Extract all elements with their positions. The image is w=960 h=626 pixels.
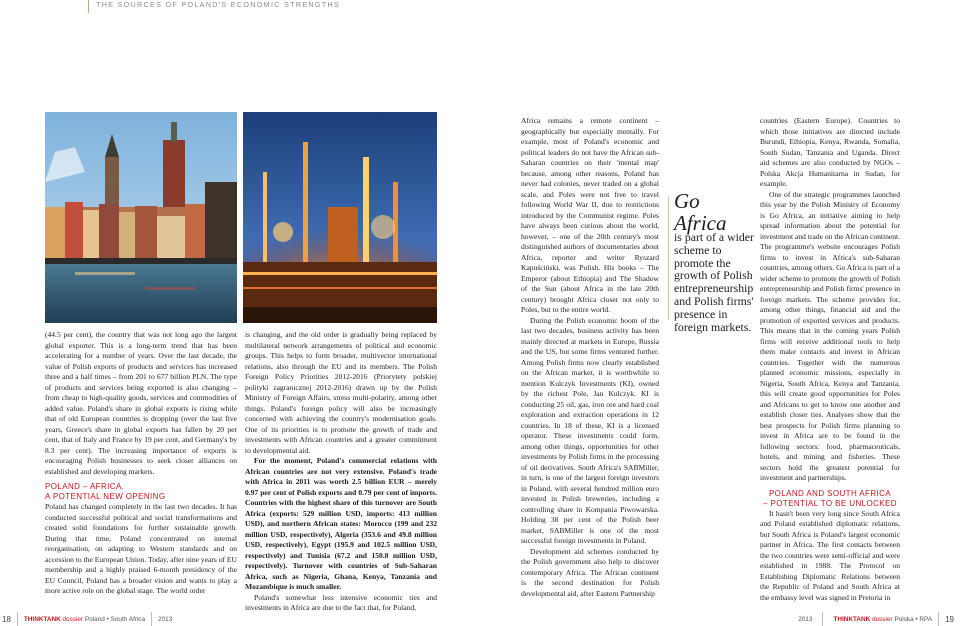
header-rule bbox=[88, 0, 89, 13]
page-number: 18 bbox=[2, 614, 11, 624]
footer-divider bbox=[938, 612, 939, 626]
title-line: Africa bbox=[674, 211, 727, 235]
title-line: Go bbox=[674, 189, 700, 213]
text-column-3 bbox=[521, 116, 659, 599]
footer-divider bbox=[151, 612, 152, 626]
brand-name: THINKTANK bbox=[23, 615, 61, 623]
bold-lead: For the moment, Poland's commercial relations with African countries are not very extensive. Poland's trade with Africa in 2011 was worth 2.5 billion EUR – merely 0.97 per cent of Polish exports and 0.79 per cent of imports. Countries with the highest share of this turnover are South Africa (exports: 529 million USD, imports: 413 million USD), and northern African states: Morocco (199 and 232 million USD, respectively), Algeria (353.6 and 49.8 million USD, respectively), Egypt (195.9 and 102.5 million USD, respectively) and Tunisia (67.2 and 150.8 million USD, respectively). Turnover with countries of Sub-Saharan Africa, such as Nigeria, Ghana, Kenya, Tanzania and Mozambique is much smaller. bbox=[245, 456, 437, 591]
brand-name: THINKTANK bbox=[833, 615, 871, 623]
page-number: 19 bbox=[945, 614, 954, 624]
paragraph: Poland has changed completely in the last two decades. It has conducted successful political and social transformations and created solid foundations for further sustainable growth. During that time, Poland concentrated on internal reorganisation, on adapting to Western standards and on accession to the European Union. Today, after nine years of EU membership and a highly praised 6-month presidency of the EU Council, Poland has a broader vision and wants to play a more active role on the global stage. The world order bbox=[45, 502, 237, 595]
paragraph: countries (Eastern Europe). Countries to which those initiatives are directed include Burundi, Ethiopia, Kenya, Rwanda, Somalia, South Sudan, Tanzania and Uganda. Direct aid schemes are also conducted by NGOs – Polska Akcja Humanitarna in Sudan, for example. bbox=[760, 116, 900, 188]
brand-dossier: dossier bbox=[872, 615, 893, 623]
footer-divider bbox=[822, 612, 823, 626]
gdansk-photo bbox=[45, 112, 237, 323]
footer-year: 2013 bbox=[158, 615, 173, 623]
sidebar-title bbox=[674, 190, 727, 234]
section-heading bbox=[760, 489, 900, 509]
paragraph: One of the strategic programmes launched this year by the Polish Ministry of Economy is Go Africa, an initiative aiming to help spread information about the potential for investment and trade on the African continent. The programme's website encourages Polish firms to invest in Africa's sub-Saharan countries, among others. Go Africa is part of a wider scheme to promote the growth of Polish entrepreneurship and Polish firms' presence in foreign markets. The scheme provides for, among other things, financial aid and the promotion of exported services and products. This means that in the coming years Polish firms will receive additional tools to help them make contacts and invest in African countries. Together with the numerous planned economic missions, especially in Nigeria, South Africa, Kenya and Tanzania, this will create good opportunities for Poles and Africans to get to know one another and establish closer ties. Analyses show that the best prospects for Polish firms planning to invest in Africa are to be found in the following sectors: food, pharmaceuticals, hotels, and mining and fisheries. These sectors hold the greatest potential for investment and partnerships. bbox=[760, 189, 900, 482]
brand-dossier: dossier bbox=[62, 615, 84, 623]
footer-year: 2013 bbox=[798, 615, 813, 623]
paragraph bbox=[245, 456, 437, 593]
refinery-photo bbox=[243, 112, 437, 323]
heading-line: POLAND – AFRICA. bbox=[45, 482, 125, 491]
heading-line: – POTENTIAL TO BE UNLOCKED bbox=[763, 498, 897, 508]
paragraph: It hasn't been very long since South Africa and Poland established diplomatic relations, but South Africa is Poland's largest economic partner in Africa. The first contacts between the two countries were semi-official and were established in 1988. The Protocol on Establishing Diplomatic Relations between the Republic of Poland and South Africa at the embassy level was signed in Pretoria in bbox=[760, 508, 900, 602]
section-heading bbox=[45, 482, 237, 502]
footer-right bbox=[798, 612, 954, 626]
heading-line: POLAND AND SOUTH AFRICA bbox=[768, 488, 892, 498]
sidebar-rule bbox=[668, 196, 669, 320]
paragraph: (44.5 per cent), the country that was not long ago the largest global exporter. This is a long-term trend that has been accelerating for a number of years. Over the last decade, the value of Polish exports of products and services has increased three and a half times – from 201 to 677 billion PLN. The type of products and services being exported is also changing – from cheap to high-quality goods, services and commodities of added value. Poland's share in global exports is rising while that of old European countries is dropping (over the last five years, Greece's share in global exports has fallen by 20 per cent, that of Italy and France by 19 per cent, and Germany's by 8.3 per cent). The increasing importance of exports is encouraging Polish businesses to seek closer alliances on established and developing markets. bbox=[45, 330, 237, 476]
running-header: THE SOURCES OF POLAND'S ECONOMIC STRENGTHS bbox=[96, 0, 341, 9]
text-column-2 bbox=[245, 330, 437, 614]
footer-divider bbox=[17, 612, 18, 626]
paragraph: During the Polish economic boom of the last two decades, business activity has been mainly directed at markets in Europe, Russia and the US, but some firms ventured further. Among Polish firms now clearly established on the African market, it is worthwhile to mention Kulczyk Investments (KI), owned by the richest Pole, Jan Kulczyk. KI is conducting 25 oil, gas, iron ore and hard coal exploration and extraction operations in 12 countries. In 18 of these, KI is a licensed operator. These investments could form, among other things, opportunities for other investments by Polish firms in the processing of oil derivatives. South Africa's SABMiller, in turn, is one of the largest foreign investors in Poland, with several hundred million euro invested in Polish breweries, including a controlling share in Kompania Piwowarska. Holding 38 per cent of the Polish beer market, SABMiller is one of the most successful foreign investments in Poland. bbox=[521, 315, 659, 545]
text-column-4 bbox=[760, 116, 900, 603]
footer-subject: Polska • RPA bbox=[894, 615, 933, 623]
sidebar-quote: is part of a wider scheme to promote the growth of Polish entrepreneurship and Polish firms' presence in foreign markets. bbox=[674, 230, 754, 334]
footer-left bbox=[0, 612, 172, 626]
paragraph: Development aid schemes conducted by the Polish government also help to discover contemporary Africa. The African continent is the second destination for Polish developmental aid, after Eastern Partnership bbox=[521, 546, 659, 598]
paragraph: Poland's somewhat less intensive economic ties and investments in Africa are due to the fact that, for Poland, bbox=[245, 592, 437, 612]
paragraph: Africa remains a remote continent – geographically but especially mentally. For example, most of Poland's economic and political leaders do not have the African sub-Saharan countries on their 'mental map' because, among other reasons, Poland has never had colonies, never traded on a global scale, and Poles were not free to travel following World War II, due to restrictions introduced by the Communist regime. Poles have always been curious about the world, however, – one of the 20th century's most distinguished authors of documentaries about Africa, reporter and writer Ryszard Kapuściński, was Polish. His books – The Emperor (about Ethiopia) and The Shadow of the Sun (about Africa in the late 20th century) brought Africa closer not only to Poles, but to the entire world. bbox=[521, 116, 659, 314]
footer-subject: Poland • South Africa bbox=[84, 615, 146, 623]
heading-line: A POTENTIAL NEW OPENING bbox=[45, 492, 166, 501]
paragraph: is changing, and the old order is gradually being replaced by multilateral network arrangements of political and economic groups. This helps to form broader, multivector international relations, also through the EU and its members. The Polish Foreign Policy Priorities 2012-2016 (Priorytety polskiej polityki zagranicznej 2012-2016) drawn up by the Polish Ministry of Foreign Affairs, stress multi-polarity, among other things. Poland's foreign policy will also be increasingly concerned with achieving the country's modernisation goals. One of its priorities is to promote the growth of trade and investments with African countries and a greater commitment to developmental aid. bbox=[245, 330, 437, 455]
text-column-1 bbox=[45, 330, 237, 597]
